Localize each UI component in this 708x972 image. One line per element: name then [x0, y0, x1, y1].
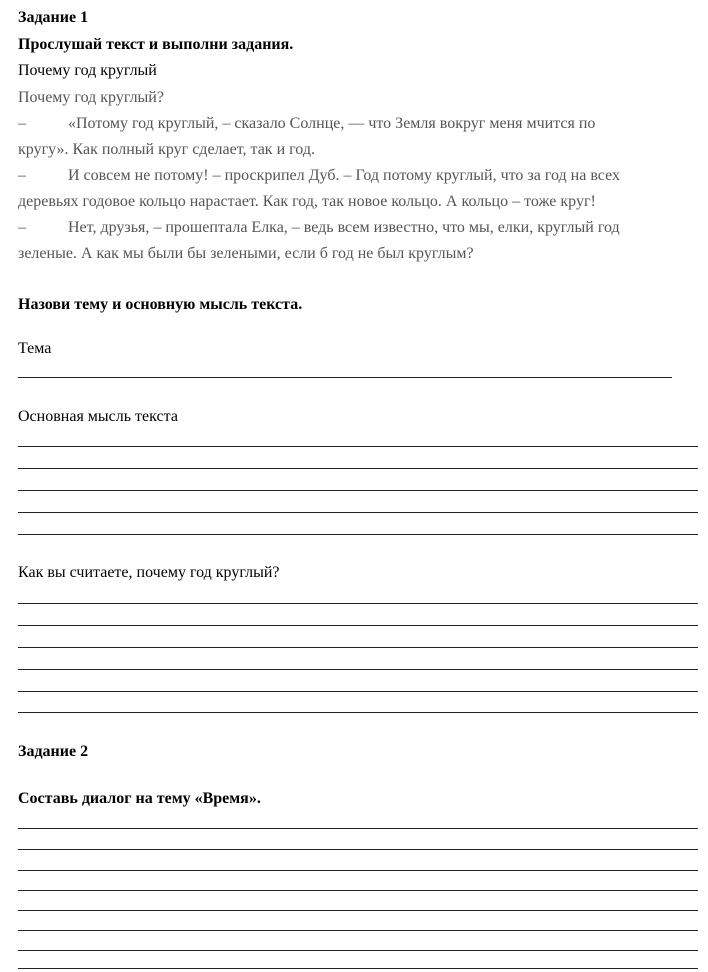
main-idea-answer-line[interactable] — [18, 534, 698, 535]
paragraph-3-dash: – — [18, 219, 26, 236]
paragraph-1-line-1: «Потому год круглый, – сказало Солнце, — что Земля вокруг меня мчится по — [68, 115, 596, 132]
question-theme-and-idea: Назови тему и основную мысль текста. — [18, 296, 303, 313]
paragraph-1-line-2: кругу». Как полный круг сделает, так и год. — [18, 141, 315, 158]
dialog-answer-line[interactable] — [18, 910, 698, 911]
paragraph-1-dash: – — [18, 115, 26, 132]
paragraph-3-line-2: зеленые. А как мы были бы зелеными, если б год не был круглым? — [18, 245, 474, 262]
task1-heading: Задание 1 — [18, 9, 89, 26]
topic-answer-line[interactable] — [18, 377, 672, 378]
paragraph-2-dash: – — [18, 167, 26, 184]
dialog-answer-line[interactable] — [18, 890, 698, 891]
dialog-answer-line[interactable] — [18, 828, 698, 829]
paragraph-2-line-1: И совсем не потому! – проскрипел Дуб. – Год потому круглый, что за год на всех — [68, 167, 620, 184]
topic-label: Тема — [18, 340, 52, 357]
why-answer-line[interactable] — [18, 647, 698, 648]
task2-heading: Задание 2 — [18, 743, 89, 760]
main-idea-answer-line[interactable] — [18, 468, 698, 469]
paragraph-2-line-2: деревьях годовое кольцо нарастает. Как год, так новое кольцо. А кольцо – тоже круг! — [18, 193, 596, 210]
dialog-answer-line[interactable] — [18, 849, 698, 850]
dialog-answer-line[interactable] — [18, 950, 698, 951]
dialog-answer-line[interactable] — [18, 870, 698, 871]
paragraph-3-line-1: Нет, друзья, – прошептала Елка, – ведь всем известно, что мы, елки, круглый год — [68, 219, 620, 236]
dialog-answer-line[interactable] — [18, 968, 698, 969]
task2-instruction: Составь диалог на тему «Время». — [18, 790, 261, 807]
main-idea-answer-line[interactable] — [18, 446, 698, 447]
story-title: Почему год круглый — [18, 62, 157, 79]
why-answer-line[interactable] — [18, 669, 698, 670]
why-answer-line[interactable] — [18, 691, 698, 692]
main-idea-answer-line[interactable] — [18, 512, 698, 513]
question-why-year-round: Как вы считаете, почему год круглый? — [18, 564, 280, 581]
dialog-answer-line[interactable] — [18, 930, 698, 931]
why-answer-line[interactable] — [18, 603, 698, 604]
why-answer-line[interactable] — [18, 712, 698, 713]
story-text-title: Почему год круглый? — [18, 89, 164, 106]
task1-instruction: Прослушай текст и выполни задания. — [18, 36, 294, 53]
main-idea-label: Основная мысль текста — [18, 408, 178, 425]
why-answer-line[interactable] — [18, 625, 698, 626]
main-idea-answer-line[interactable] — [18, 490, 698, 491]
